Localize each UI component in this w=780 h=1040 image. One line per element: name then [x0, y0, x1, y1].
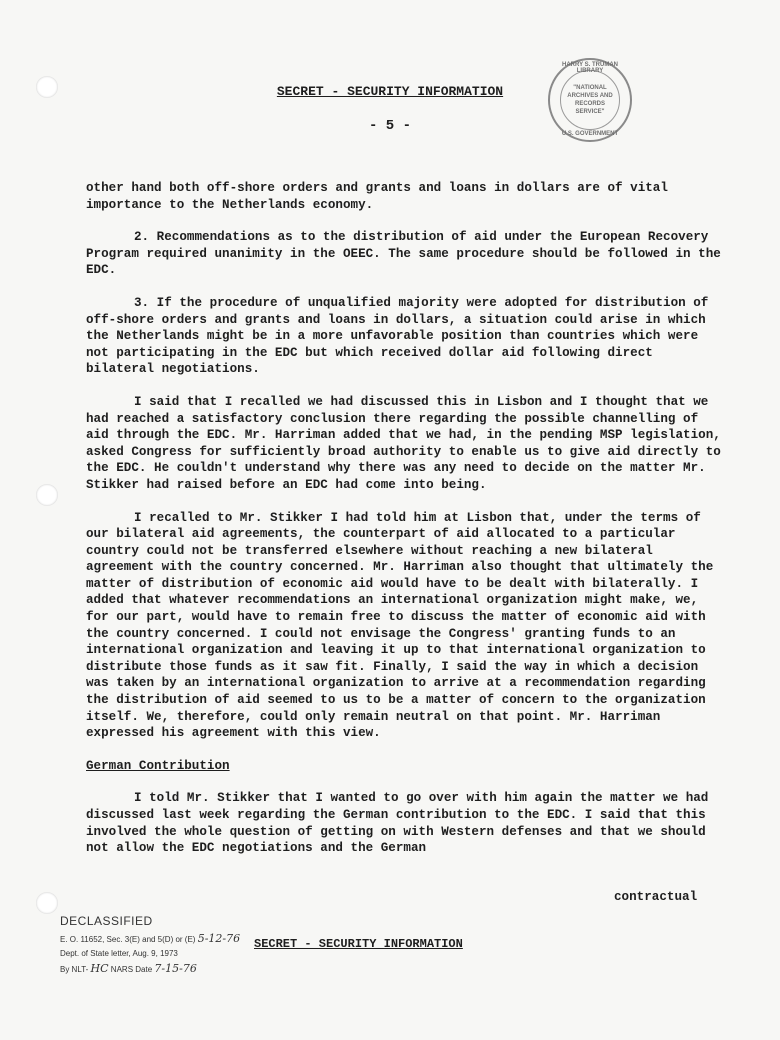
declassified-by: By NLT- HC NARS Date 7-15-76 [60, 962, 197, 975]
handwritten-date: 5-12-76 [197, 932, 241, 945]
handwritten-initials: HC [90, 962, 109, 975]
classification-header-text: SECRET - SECURITY INFORMATION [276, 84, 504, 99]
stamp-ring-top: HARRY S. TRUMAN LIBRARY [561, 62, 618, 74]
paragraph: I said that I recalled we had discussed this in Lisbon and I thought that we had reached a satisfactory conclusion there regarding the possible channelling of aid through the EDC. Mr. Harriman added that we had, in the pending MSP legislation, asked Congress for sufficiently broad authority to enable us to give aid directly to the EDC. He couldn't understand why there was any need to decide on the matter Mr. Stikker had raised before an EDC had come into being. [86, 394, 721, 492]
punch-hole [36, 484, 58, 506]
stamp-center [560, 70, 620, 130]
archives-stamp [548, 58, 632, 142]
continuation-word: contractual [614, 890, 698, 904]
punch-hole [36, 892, 58, 914]
document-body [86, 180, 726, 873]
declassification-stamp [60, 914, 240, 975]
declassified-title: DECLASSIFIED [60, 914, 153, 928]
stamp-line: RECORDS [574, 101, 605, 107]
stamp-line: SERVICE" [575, 109, 605, 115]
paragraph: 2. Recommendations as to the distribution of aid under the European Recovery Program required unanimity in the OEEC. The same procedure should be followed in the EDC. [86, 230, 721, 278]
classification-footer [254, 937, 463, 951]
declassified-authority: E. O. 11652, Sec. 3(E) and 5(D) or (E) 5-12-76 [60, 932, 241, 945]
handwritten-date: 7-15-76 [154, 962, 197, 975]
page-number: - 5 - [368, 118, 411, 134]
section-heading: German Contribution [86, 758, 230, 773]
paragraph: I recalled to Mr. Stikker I had told him at Lisbon that, under the terms of our bilateral aid agreements, the counterpart of aid allocated to a particular country could not be transferred elsewhere without reaching a new bilateral agreement with the country concerned. Mr. Harriman also thought that ultimately the matter of distribution of economic aid would have to be dealt with bilaterally. I added that whatever recommendations an international organization might make, we, for our part, would have to remain free to discuss the matter of economic aid with the country concerned. I could not envisage the Congress' granting funds to an international organization and leaving it up to that international organization to distribute those funds as it saw fit. Finally, I said the way in which a decision was taken by an international organization to arrive at a recommendation regarding the distribution of aid seemed to us to be a matter of concern to the organization itself. We, therefore, could only remain neutral on that point. Mr. Harriman expressed his agreement with this view. [86, 510, 714, 741]
classification-footer-text: SECRET - SECURITY INFORMATION [254, 937, 463, 951]
paragraph: 3. If the procedure of unqualified majority were adopted for distribution of off-shore orders and grants and loans in dollars, a situation could arise in which the Netherlands might be in a more unfavorable position than countries which were not participating in the EDC but which received dollar aid following direct bilateral negotiations. [86, 295, 709, 377]
stamp-line: "NATIONAL [573, 85, 607, 91]
classification-header [0, 84, 780, 99]
stamp-ring-bottom: U.S. GOVERNMENT [561, 131, 619, 137]
paragraph: other hand both off-shore orders and grants and loans in dollars are of vital importance to the Netherlands economy. [86, 181, 668, 212]
stamp-line: ARCHIVES AND [567, 93, 613, 99]
declassified-dept-letter: Dept. of State letter, Aug. 9, 1973 [60, 949, 178, 958]
paragraph: I told Mr. Stikker that I wanted to go over with him again the matter we had discussed last week regarding the German contribution to the EDC. I said that this involved the whole question of getting on with Western defenses and that we should not allow the EDC negotiations and the German [86, 791, 709, 856]
